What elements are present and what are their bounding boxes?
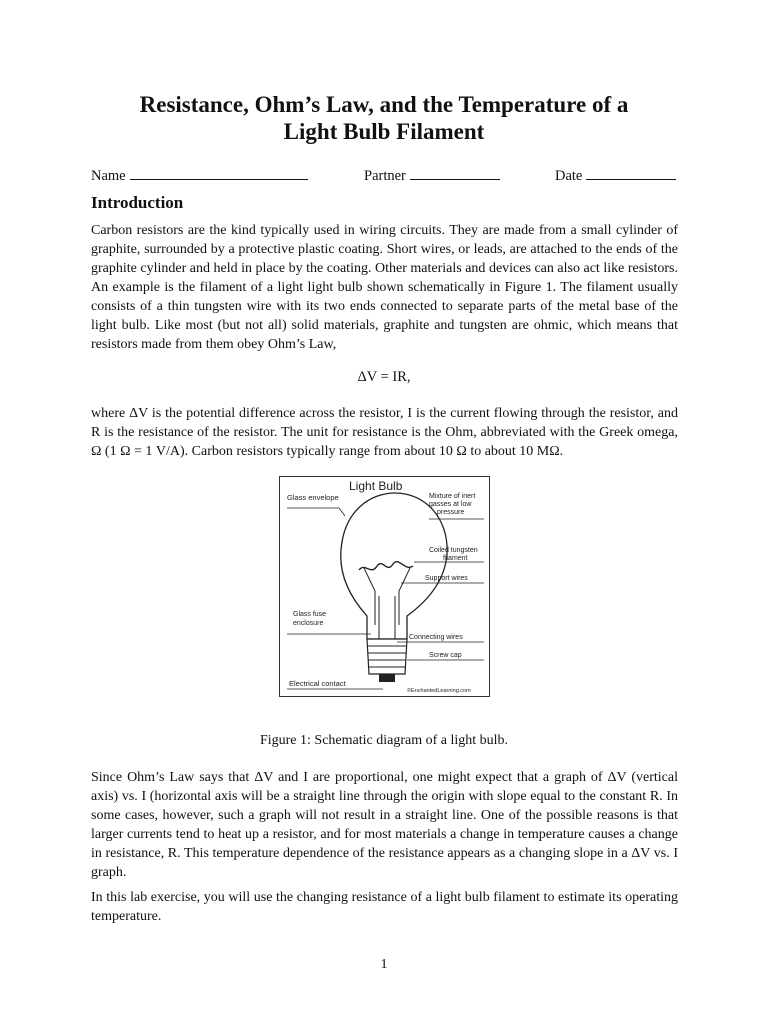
label-glass-envelope: Glass envelope bbox=[287, 493, 339, 502]
figure-title: Light Bulb bbox=[349, 479, 403, 493]
name-field bbox=[91, 165, 308, 185]
label-glass-fuse-1: Glass fuse bbox=[293, 611, 327, 618]
figure-caption: Figure 1: Schematic diagram of a light bulb. bbox=[259, 733, 509, 748]
light-bulb-figure bbox=[279, 476, 490, 697]
date-label: Date bbox=[555, 168, 583, 184]
electrical-contact-shape bbox=[379, 674, 395, 682]
ohms-law-equation: ΔV = IR, bbox=[357, 369, 411, 385]
section-heading: Introduction bbox=[91, 193, 184, 212]
label-screw-cap: Screw cap bbox=[429, 652, 462, 659]
partner-label: Partner bbox=[364, 168, 406, 184]
paragraph-lab-exercise: In this lab exercise, you will use the changing resistance of a light bulb filament to estimate its operating temperature. bbox=[91, 890, 678, 924]
name-blank bbox=[130, 165, 308, 180]
label-electrical-contact: Electrical contact bbox=[289, 679, 346, 688]
label-mixture-1: Mixture of inert bbox=[429, 493, 476, 500]
paragraph-definitions: where ΔV is the potential difference across the resistor, I is the current flowing through the resistor, and R is the resistance of the resistor. The unit for resistance is the Ohm, abbreviated with the Greek omega, Ω (1 Ω = 1 V/A). Carbon resistors typically range from about 10 Ω to about 10 MΩ. bbox=[91, 406, 678, 459]
date-blank bbox=[586, 165, 676, 180]
name-label: Name bbox=[91, 168, 126, 184]
label-glass-fuse-2: enclosure bbox=[293, 620, 324, 627]
paragraph-graph: Since Ohm’s Law says that ΔV and I are proportional, one might expect that a graph of ΔV (vertical axis) vs. I (horizontal axis will be a straight line through the origin with slope equal to the constant R. In some cases, however, such a graph will not result in a straight line. One of the possible reasons is that larger currents tend to heat up a resistor, and for most materials a change in temperature causes a change in resistance, R. This temperature dependence of the resistance appears as a changing slope in a ΔV vs. I graph. bbox=[91, 770, 678, 880]
label-connecting-wires: Connecting wires bbox=[409, 634, 463, 641]
title-line-1: Resistance, Ohm’s Law, and the Temperature of a bbox=[139, 92, 629, 117]
label-coiled-2: filament bbox=[443, 555, 468, 562]
title-line-2: Light Bulb Filament bbox=[283, 119, 485, 144]
partner-field bbox=[364, 165, 500, 185]
label-coiled-1: Coiled tungsten bbox=[429, 547, 478, 554]
label-support-wires: Support wires bbox=[425, 575, 468, 582]
label-mixture-2: gasses at low bbox=[429, 501, 472, 508]
paragraph-intro: Carbon resistors are the kind typically used in wiring circuits. They are made from a small cylinder of graphite, surrounded by a protective plastic coating. Short wires, or leads, are attached to the ends of the graphite cylinder and held in place by the coating. Other materials and devices can also act like resistors. An example is the filament of a light light bulb shown schematically in Figure 1. The filament usually consists of a thin tungsten wire with its two ends connected to separate parts of the metal base of the light bulb. Like most (but not all) solid materials, graphite and tungsten are ohmic, which means that resistors made from them obey Ohm’s Law, bbox=[91, 223, 678, 352]
label-mixture-3: pressure bbox=[437, 509, 465, 516]
page-number: 1 bbox=[380, 957, 388, 972]
label-credit: ©EnchantedLearning.com bbox=[407, 688, 471, 694]
date-field bbox=[555, 165, 676, 185]
partner-blank bbox=[410, 165, 500, 180]
screw-cap-shape bbox=[367, 639, 407, 674]
